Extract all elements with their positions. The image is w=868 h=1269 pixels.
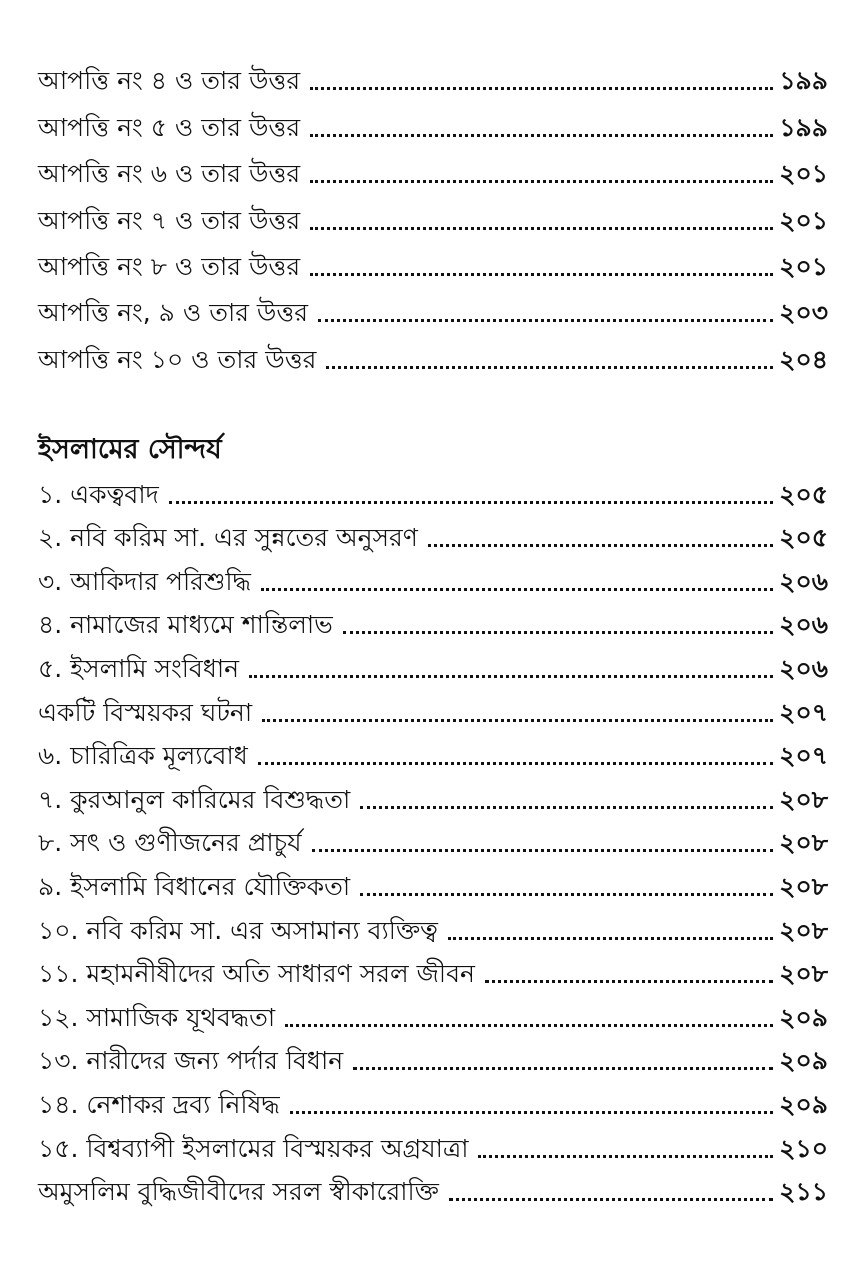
dot-leader [310, 134, 773, 137]
toc-entry-page: ২০৮ [779, 871, 828, 901]
dot-leader [249, 675, 773, 678]
dot-leader [360, 893, 773, 896]
toc-entry-title: ১২. সামাজিক যূথবদ্ধতা [38, 1002, 276, 1032]
toc-entry-page: ২০৫ [779, 523, 828, 553]
toc-entry-page: ২০৮ [779, 828, 828, 858]
toc-entry-page: ২০৪ [779, 344, 828, 374]
toc-entry [38, 864, 828, 908]
toc-entry [38, 646, 828, 690]
section-heading: ইসলামের সৌন্দর্য [38, 434, 222, 465]
dot-leader [318, 319, 773, 322]
toc-entry [38, 1082, 828, 1126]
toc-entry-page: ২০৯ [779, 1002, 828, 1032]
objections-list [38, 56, 828, 381]
toc-entry-page: ২০৮ [779, 784, 828, 814]
toc-entry-title: ১৩. নারীদের জন্য পর্দার বিধান [38, 1046, 344, 1076]
toc-entry-page: ২০৬ [779, 653, 828, 683]
dot-leader [326, 366, 773, 369]
toc-entry-page: ১৯৯ [779, 112, 828, 142]
dot-leader [262, 719, 773, 722]
dot-leader [360, 806, 773, 809]
beauty-of-islam-section [38, 428, 828, 1213]
dot-leader [353, 1067, 773, 1070]
toc-entry [38, 102, 828, 148]
toc-entry-title: ৩. আকিদার পরিশুদ্ধি [38, 566, 251, 596]
toc-entry-page: ২০৭ [779, 697, 828, 727]
dot-leader [261, 588, 773, 591]
toc-entry [38, 1170, 828, 1214]
dot-leader [310, 180, 773, 183]
toc-entry-page: ২০১ [779, 159, 828, 189]
toc-entry [38, 952, 828, 996]
toc-entry-title: ৪. নামাজের মাধ্যমে শান্তিলাভ [38, 610, 333, 640]
dot-leader [169, 501, 774, 504]
toc-entry [38, 1126, 828, 1170]
dot-leader [310, 87, 773, 90]
toc-entry-title: আপত্তি নং ১০ ও তার উত্তর [38, 344, 317, 374]
toc-entry-title: অমুসলিম বুদ্ধিজীবীদের সরল স্বীকারোক্তি [38, 1177, 439, 1207]
toc-entry [38, 242, 828, 288]
dot-leader [448, 937, 773, 940]
dot-leader [310, 273, 773, 276]
dot-leader [449, 1198, 773, 1201]
toc-entry-title: ৫. ইসলামি সংবিধান [38, 653, 240, 683]
dot-leader [343, 631, 774, 634]
toc-entry-title: একটি বিস্ময়কর ঘটনা [38, 697, 253, 727]
toc-entry-title: আপত্তি নং ৬ ও তার উত্তর [38, 159, 301, 189]
toc-entry-title: ২. নবি করিম সা. এর সুন্নতের অনুসরণ [38, 523, 418, 553]
dot-leader [285, 1024, 773, 1027]
toc-entry-page: ২০৮ [779, 915, 828, 945]
toc-entry [38, 334, 828, 380]
toc-entry [38, 1039, 828, 1083]
toc-entry [38, 995, 828, 1039]
toc-entry [38, 559, 828, 603]
toc-entry-title: ৭. কুরআনুল কারিমের বিশুদ্ধতা [38, 784, 351, 814]
dot-leader [290, 1111, 774, 1114]
toc-entry-title: ৮. সৎ ও গুণীজনের প্রাচুর্য [38, 828, 302, 858]
toc-entry-page: ২১০ [779, 1133, 828, 1163]
toc-entry-title: আপত্তি নং ৫ ও তার উত্তর [38, 112, 301, 142]
dot-leader [428, 544, 773, 547]
toc-entry-title: ১০. নবি করিম সা. এর অসামান্য ব্যক্তিত্ব [38, 915, 438, 945]
toc-entry [38, 149, 828, 195]
toc-entry-title: ৯. ইসলামি বিধানের যৌক্তিকতা [38, 871, 351, 901]
toc-entry-title: আপত্তি নং ৪ ও তার উত্তর [38, 66, 301, 96]
toc-entry-title: ১. একত্ববাদ [38, 479, 159, 509]
toc-entry-page: ২০৬ [779, 566, 828, 596]
toc-entry [38, 288, 828, 334]
toc-entry-page: ২০১ [779, 251, 828, 281]
toc-entry-title: আপত্তি নং, ৯ ও তার উত্তর [38, 298, 309, 328]
toc-entry-page: ১৯৯ [779, 66, 828, 96]
toc-entry-title: ১৪. নেশাকর দ্রব্য নিষিদ্ধ [38, 1089, 280, 1119]
toc-entry-title: ১১. মহামনীষীদের অতি সাধারণ সরল জীবন [38, 959, 475, 989]
toc-entry [38, 908, 828, 952]
toc-entry [38, 821, 828, 865]
toc-entry-page: ২০৯ [779, 1046, 828, 1076]
toc-entry [38, 734, 828, 778]
toc-entry-page: ২১১ [779, 1177, 828, 1207]
toc-entry [38, 603, 828, 647]
toc-entry [38, 777, 828, 821]
dot-leader [478, 1155, 773, 1158]
toc-entry-page: ২০১ [779, 205, 828, 235]
toc-entry-page: ২০৫ [779, 479, 828, 509]
toc-entry-page: ২০৯ [779, 1089, 828, 1119]
toc-entry-title: আপত্তি নং ৮ ও তার উত্তর [38, 251, 301, 281]
dot-leader [312, 849, 774, 852]
toc-entry-page: ২০৮ [779, 959, 828, 989]
toc-entry [38, 195, 828, 241]
toc-entry-title: আপত্তি নং ৭ ও তার উত্তর [38, 205, 301, 235]
toc-entry [38, 56, 828, 102]
dot-leader [258, 762, 774, 765]
toc-entry [38, 472, 828, 516]
toc-entry-title: ৬. চারিত্রিক মূল্যবোধ [38, 741, 248, 771]
toc-entry-page: ২০৭ [779, 741, 828, 771]
toc-entry [38, 516, 828, 560]
toc-entry [38, 690, 828, 734]
dot-leader [310, 227, 773, 230]
toc-entry-page: ২০৬ [779, 610, 828, 640]
toc-entry-title: ১৫. বিশ্বব্যাপী ইসলামের বিস্ময়কর অগ্রযাত্রা [38, 1133, 469, 1163]
toc-entry-page: ২০৩ [779, 298, 828, 328]
dot-leader [485, 980, 773, 983]
